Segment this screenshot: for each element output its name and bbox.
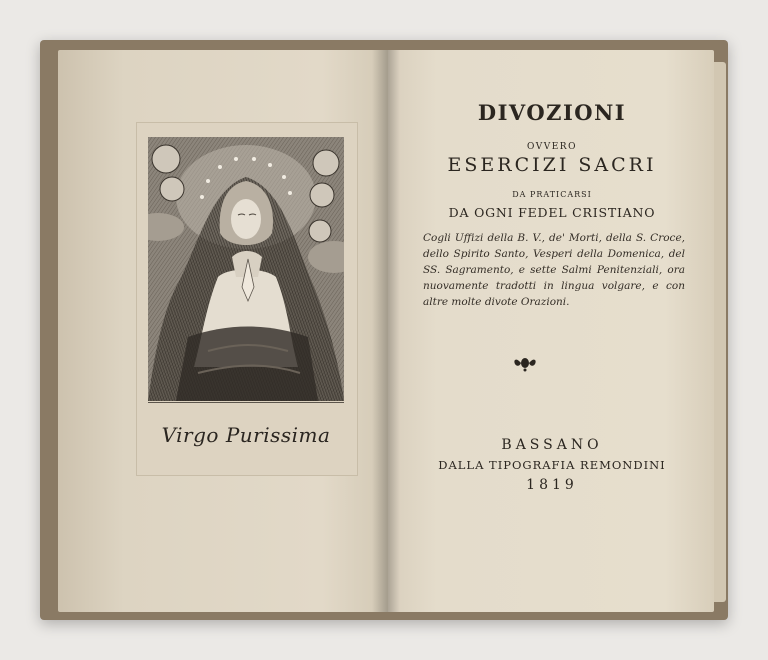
title: DIVOZIONI <box>477 100 627 125</box>
engraving-caption-box <box>148 402 344 467</box>
subtitle: ESERCIZI SACRI <box>447 154 657 176</box>
year: 1819 <box>526 477 578 493</box>
printer: DALLA TIPOGRAFIA REMONDINI <box>438 458 666 472</box>
virgin-mary-icon <box>148 137 344 401</box>
intro-line: DA OGNI FEDEL CRISTIANO <box>448 205 656 220</box>
conjunction: OVVERO <box>527 142 577 152</box>
description: Cogli Uffizi della B. V., de' Morti, della S. Croce, dello Spirito Santo, Vesperi della Domenica, del SS. Sagramento, e sette Salmi Penitenziali, ora nuovamente tradotti in lingua volgare, e con altre molte divote Orazioni. <box>423 232 685 308</box>
place: BASSANO <box>501 437 603 453</box>
frontispiece-engraving <box>148 137 344 401</box>
printer-ornament-icon <box>512 354 538 372</box>
engraving-caption: Virgo Purissima <box>161 423 331 447</box>
right-page <box>388 50 714 612</box>
intro-small: DA PRATICARSI <box>512 190 592 199</box>
